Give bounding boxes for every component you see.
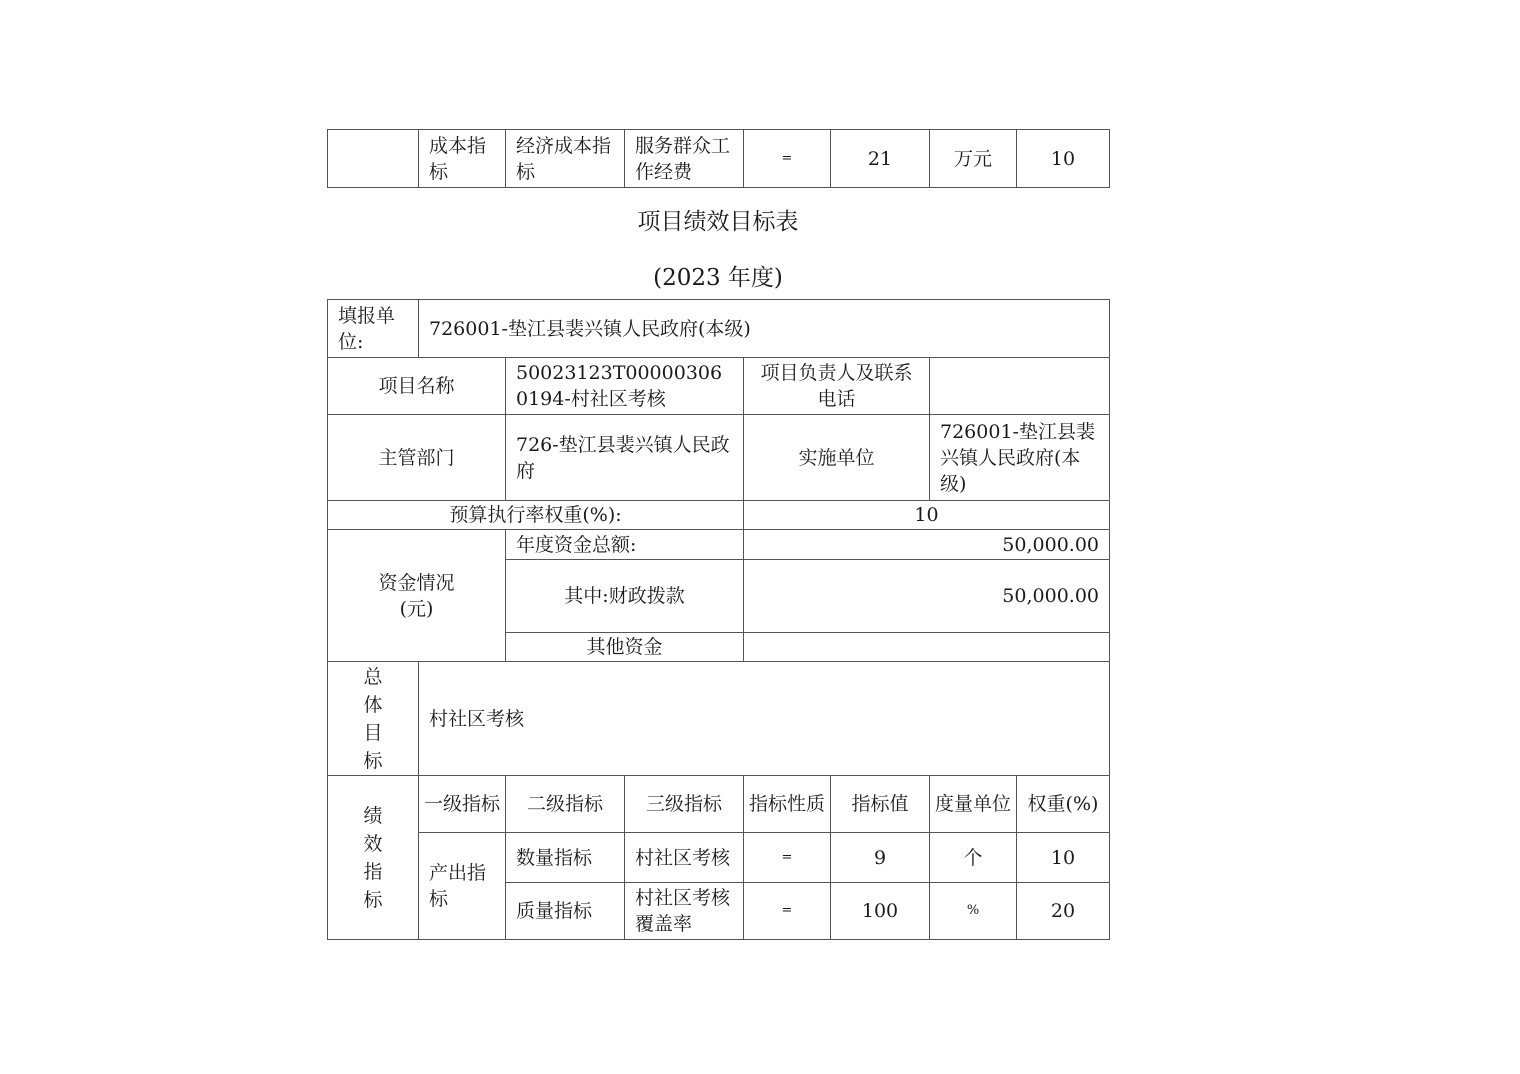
row-level3: 村社区考核覆盖率: [625, 883, 744, 940]
table-row: [328, 530, 1110, 560]
performance-goal-table: [327, 299, 1110, 940]
overall-goal-value: 村社区考核: [419, 662, 1110, 776]
header-weight: 权重(%): [1017, 776, 1110, 833]
table-row: [328, 501, 1110, 530]
funds-fiscal-value: 50,000.00: [744, 560, 1110, 633]
indicator-unit: 万元: [930, 130, 1017, 188]
budget-weight-label: 预算执行率权重(%):: [328, 501, 744, 530]
funds-label-line2: (元): [399, 597, 434, 620]
project-name-label: 项目名称: [328, 358, 506, 415]
implementer-label: 实施单位: [744, 415, 930, 501]
overall-goal-char: 总: [363, 665, 383, 688]
performance-indicator-label: [328, 776, 419, 940]
empty-cell: [328, 130, 419, 188]
overall-goal-char: 标: [363, 749, 383, 772]
output-indicator-group: 产出指标: [419, 833, 506, 940]
row-value: 100: [831, 883, 930, 940]
row-level3: 村社区考核: [625, 833, 744, 883]
overall-goal-char: 体: [363, 693, 383, 716]
indicator-value: 21: [831, 130, 930, 188]
page-subtitle-year: (2023 年度): [653, 265, 783, 291]
table-row: [328, 130, 1110, 188]
department-label: 主管部门: [328, 415, 506, 501]
table-row: [328, 833, 1110, 883]
row-level2: 质量指标: [506, 883, 625, 940]
row-nature: =: [744, 833, 831, 883]
row-value: 9: [831, 833, 930, 883]
funds-label-line1: 资金情况: [378, 571, 455, 594]
row-weight: 10: [1017, 833, 1110, 883]
continued-indicator-table: [327, 129, 1110, 188]
funds-total-label: 年度资金总额:: [506, 530, 744, 560]
reporting-unit-value: 726001-垫江县裴兴镇人民政府(本级): [419, 300, 1110, 358]
row-unit: %: [930, 883, 1017, 940]
header-level1: 一级指标: [419, 776, 506, 833]
indicator-nature: =: [744, 130, 831, 188]
row-level2: 数量指标: [506, 833, 625, 883]
funds-label: [328, 530, 506, 662]
performance-char: 绩: [363, 804, 383, 827]
budget-weight-value: 10: [744, 501, 1110, 530]
overall-goal-label: [328, 662, 419, 776]
funds-total-value: 50,000.00: [744, 530, 1110, 560]
table-row: [328, 662, 1110, 776]
level2-indicator: 经济成本指标: [506, 130, 625, 188]
header-level2: 二级指标: [506, 776, 625, 833]
funds-fiscal-label: 其中:财政拨款: [506, 560, 744, 633]
indicator-weight: 10: [1017, 130, 1110, 188]
header-nature: 指标性质: [744, 776, 831, 833]
reporting-unit-label: 填报单位:: [328, 300, 419, 358]
funds-other-label: 其他资金: [506, 633, 744, 662]
level3-indicator: 服务群众工作经费: [625, 130, 744, 188]
table-row: [328, 776, 1110, 833]
performance-char: 指: [363, 860, 383, 883]
row-unit: 个: [930, 833, 1017, 883]
header-value: 指标值: [831, 776, 930, 833]
row-nature: =: [744, 883, 831, 940]
funds-other-value: [744, 633, 1110, 662]
project-name-value: 50023123T000003060194-村社区考核: [506, 358, 744, 415]
page-title: 项目绩效目标表: [637, 209, 799, 235]
contact-label: 项目负责人及联系电话: [744, 358, 930, 415]
header-unit: 度量单位: [930, 776, 1017, 833]
level1-indicator: 成本指标: [419, 130, 506, 188]
table-row: [328, 300, 1110, 358]
row-weight: 20: [1017, 883, 1110, 940]
performance-char: 效: [363, 832, 383, 855]
table-row: [328, 358, 1110, 415]
implementer-value: 726001-垫江县裴兴镇人民政府(本级): [930, 415, 1110, 501]
department-value: 726-垫江县裴兴镇人民政府: [506, 415, 744, 501]
table-row: [328, 415, 1110, 501]
performance-char: 标: [363, 888, 383, 911]
header-level3: 三级指标: [625, 776, 744, 833]
overall-goal-char: 目: [363, 721, 383, 744]
contact-value: [930, 358, 1110, 415]
